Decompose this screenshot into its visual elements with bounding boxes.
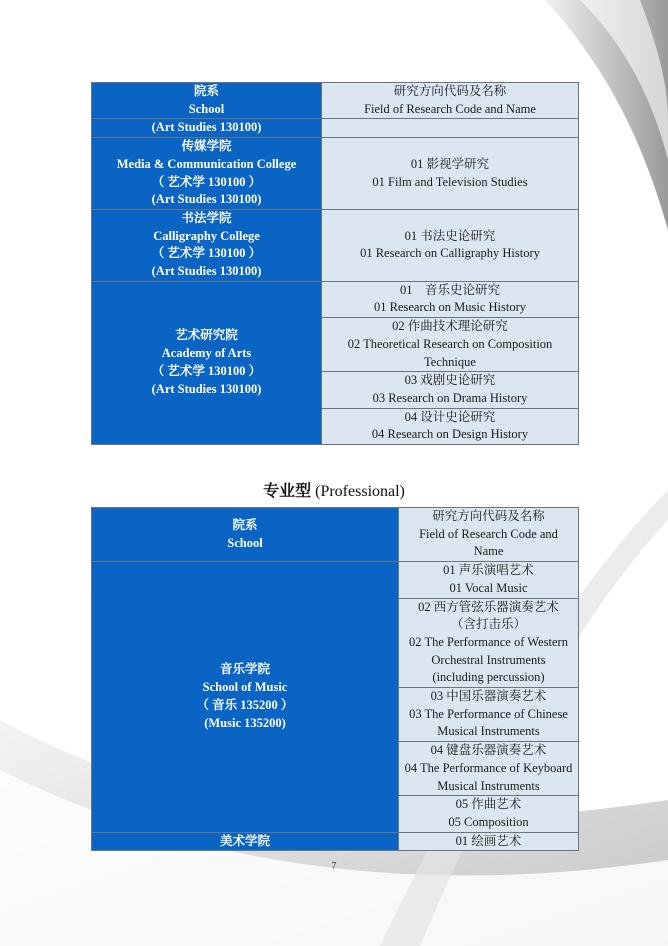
field-cell: 03 戏剧史论研究 03 Research on Drama History [322,372,579,408]
page-number: 7 [331,861,337,872]
school-cell: 书法学院 Calligraphy College （ 艺术学 130100 ） (Art Studies 130100) [92,209,322,281]
field-column-header: 研究方向代码及名称 Field of Research Code and Name [399,508,579,562]
table-row [92,209,579,281]
table-row [92,138,579,210]
field-column-header: 研究方向代码及名称 Field of Research Code and Name [322,83,579,119]
section-title-cn: 专业型 [263,483,312,500]
section-title-en: (Professional) [315,483,405,500]
school-cell: 艺术研究院 Academy of Arts （ 艺术学 130100 ） (Art Studies 130100) [92,281,322,444]
professional-degree-table [91,507,579,851]
table-row [92,119,579,138]
table-row [92,562,579,598]
table-row [92,832,579,851]
table-header-row [92,83,579,119]
field-cell: 01 音乐史论研究 01 Research on Music History [322,281,579,317]
field-cell: 01 影视学研究 01 Film and Television Studies [322,138,579,210]
field-cell: 04 键盘乐器演奏艺术 04 The Performance of Keyboard Musical Instruments [399,742,579,796]
section-title [0,478,668,501]
table-row [92,281,579,317]
school-cell: 音乐学院 School of Music （ 音乐 135200 ） (Music 135200) [92,562,399,833]
field-cell: 02 西方管弦乐器演奏艺术 （含打击乐） 02 The Performance of Western Orchestral Instruments (including percussion) [399,598,579,688]
school-cell: (Art Studies 130100) [92,119,322,138]
field-cell: 01 绘画艺术 [399,832,579,851]
school-column-header: 院系 School [92,83,322,119]
table-header-row [92,508,579,562]
school-cell: 美术学院 [92,832,399,851]
school-column-header: 院系 School [92,508,399,562]
field-cell: 03 中国乐器演奏艺术 03 The Performance of Chinese Musical Instruments [399,688,579,742]
field-cell: 02 作曲技术理论研究 02 Theoretical Research on Composition Technique [322,318,579,372]
field-cell: 05 作曲艺术 05 Composition [399,796,579,832]
field-cell: 01 书法史论研究 01 Research on Calligraphy History [322,209,579,281]
field-cell-empty [322,119,579,138]
field-cell: 04 设计史论研究 04 Research on Design History [322,408,579,444]
academic-research-table [91,82,579,445]
school-cell: 传媒学院 Media & Communication College （ 艺术学 130100 ） (Art Studies 130100) [92,138,322,210]
field-cell: 01 声乐演唱艺术 01 Vocal Music [399,562,579,598]
